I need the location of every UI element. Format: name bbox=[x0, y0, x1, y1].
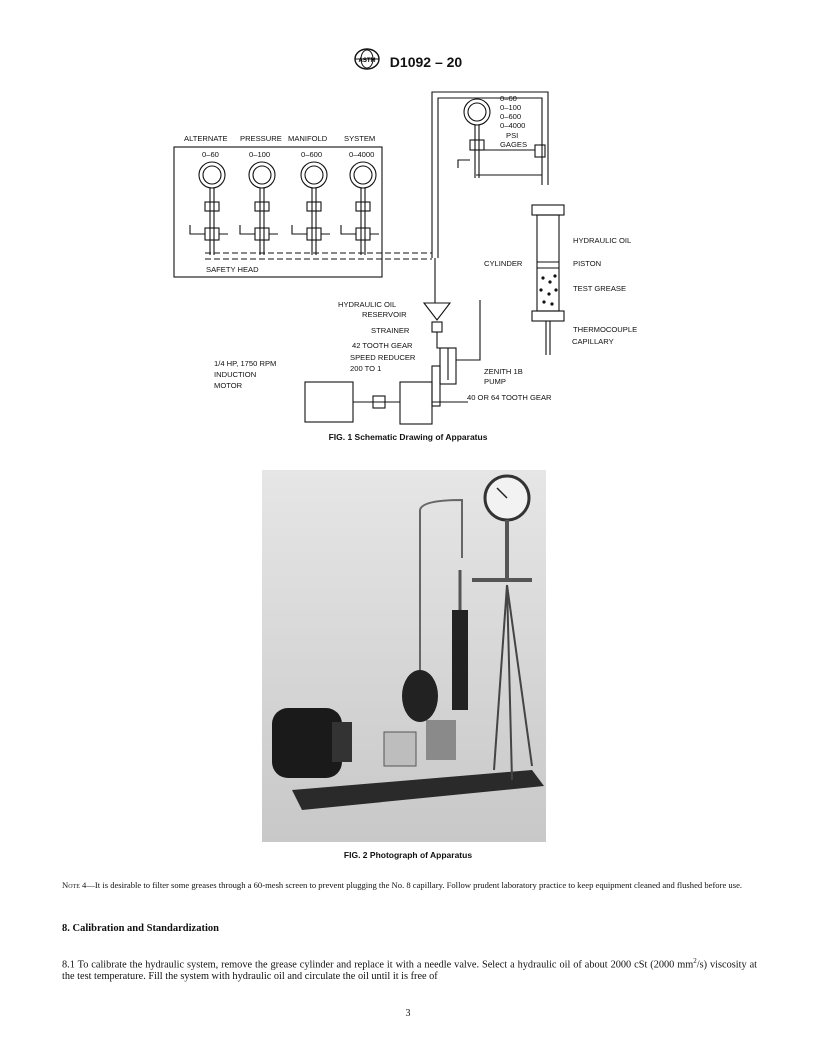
figure-1-caption: FIG. 1 Schematic Drawing of Apparatus bbox=[328, 432, 488, 442]
svg-text:1/4 HP, 1750 RPM: 1/4 HP, 1750 RPM bbox=[214, 359, 277, 368]
svg-text:SPEED REDUCER: SPEED REDUCER bbox=[350, 353, 416, 362]
svg-text:SAFETY HEAD: SAFETY HEAD bbox=[206, 265, 259, 274]
svg-text:0–4000: 0–4000 bbox=[349, 150, 375, 159]
page-header bbox=[0, 48, 816, 75]
svg-text:GAGES: GAGES bbox=[500, 140, 528, 149]
svg-text:PISTON: PISTON bbox=[573, 259, 602, 268]
svg-text:PRESSURE: PRESSURE bbox=[240, 134, 282, 143]
figure-2-caption: FIG. 2 Photograph of Apparatus bbox=[343, 850, 473, 860]
svg-text:ALTERNATE: ALTERNATE bbox=[184, 134, 228, 143]
svg-text:INDUCTION: INDUCTION bbox=[214, 370, 257, 379]
svg-text:0–600: 0–600 bbox=[301, 150, 323, 159]
svg-text:SYSTEM: SYSTEM bbox=[344, 134, 376, 143]
svg-text:0–100: 0–100 bbox=[500, 103, 522, 112]
svg-text:HYDRAULIC OIL: HYDRAULIC OIL bbox=[338, 300, 397, 309]
svg-text:0–60: 0–60 bbox=[500, 94, 517, 103]
page-number: 3 bbox=[405, 1008, 411, 1019]
svg-text:42 TOOTH GEAR: 42 TOOTH GEAR bbox=[352, 341, 413, 350]
svg-text:TEST GREASE: TEST GREASE bbox=[573, 284, 627, 293]
svg-text:PSI: PSI bbox=[506, 131, 519, 140]
svg-text:40 OR 64 TOOTH GEAR: 40 OR 64 TOOTH GEAR bbox=[467, 393, 552, 402]
svg-text:0–600: 0–600 bbox=[500, 112, 522, 121]
astm-logo bbox=[354, 48, 380, 75]
svg-text:MANIFOLD: MANIFOLD bbox=[288, 134, 328, 143]
note-text: —It is desirable to filter some greases through a 60-mesh screen to prevent plugging the No. 8 capillary. Follow prudent laboratory practice to keep equipment cleaned and flushed before use. bbox=[86, 880, 743, 890]
svg-text:200 TO 1: 200 TO 1 bbox=[350, 364, 382, 373]
note-4 bbox=[62, 880, 757, 891]
svg-text:0–100: 0–100 bbox=[249, 150, 271, 159]
svg-text:0–4000: 0–4000 bbox=[500, 121, 526, 130]
paragraph-text: 8.1 To calibrate the hydraulic system, remove the grease cylinder and replace it with a needle valve. Select a hydraulic oil of about 2000 cSt (2000 mm bbox=[62, 959, 694, 971]
svg-text:STRAINER: STRAINER bbox=[371, 326, 410, 335]
svg-text:ASTM: ASTM bbox=[358, 58, 376, 64]
svg-text:MOTOR: MOTOR bbox=[214, 381, 243, 390]
schematic-drawing bbox=[0, 80, 816, 440]
svg-text:CYLINDER: CYLINDER bbox=[484, 259, 523, 268]
paragraph-text-continued: /s) viscosity at the test temperature. Fill the system with hydraulic oil and circulate the oil until it is free of bbox=[62, 959, 758, 983]
section-heading: 8. Calibration and Standardization bbox=[62, 923, 219, 934]
note-label: Note 4 bbox=[62, 880, 87, 890]
document-designation: D1092 – 20 bbox=[389, 53, 463, 70]
paragraph-8-1 bbox=[62, 955, 757, 983]
svg-text:ZENITH 1B: ZENITH 1B bbox=[484, 367, 523, 376]
svg-text:HYDRAULIC OIL: HYDRAULIC OIL bbox=[573, 236, 632, 245]
svg-text:CAPILLARY: CAPILLARY bbox=[572, 337, 614, 346]
svg-text:RESERVOIR: RESERVOIR bbox=[362, 310, 407, 319]
svg-text:0–60: 0–60 bbox=[202, 150, 219, 159]
svg-text:THERMOCOUPLE: THERMOCOUPLE bbox=[573, 325, 638, 334]
superscript: 2 bbox=[693, 957, 697, 965]
apparatus-photograph bbox=[262, 470, 546, 842]
svg-text:PUMP: PUMP bbox=[484, 377, 506, 386]
